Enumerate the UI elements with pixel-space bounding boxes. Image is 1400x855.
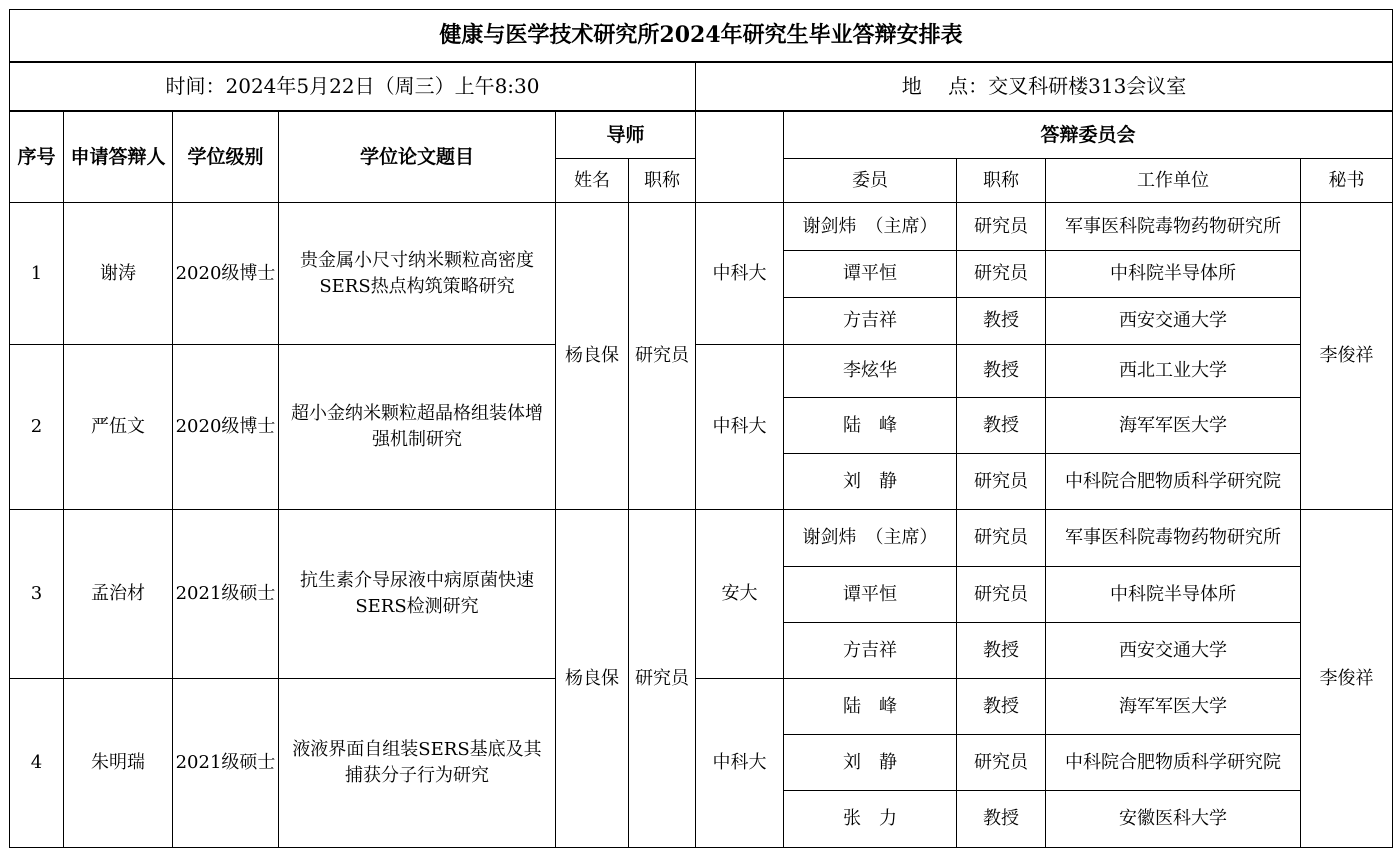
student-degree: 2020级博士 <box>173 345 279 510</box>
member-name: 方吉祥 <box>784 298 957 345</box>
student-thesis: 超小金纳米颗粒超晶格组装体增强机制研究 <box>279 345 556 510</box>
member-title: 教授 <box>957 791 1046 848</box>
member-title: 教授 <box>957 345 1046 398</box>
member-name: 谭平恒 <box>784 251 957 298</box>
student-name: 朱明瑞 <box>64 679 173 848</box>
member-name: 刘 静 <box>784 454 957 510</box>
student-name: 严伍文 <box>64 345 173 510</box>
member-title: 研究员 <box>957 203 1046 251</box>
header-member-title: 职称 <box>957 159 1046 203</box>
student-school: 中科大 <box>696 203 784 345</box>
student-degree: 2020级博士 <box>173 203 279 345</box>
student-seq: 2 <box>10 345 64 510</box>
member-name: 陆 峰 <box>784 679 957 735</box>
member-name: 谢剑炜 （主席） <box>784 203 957 251</box>
header-seq: 序号 <box>10 111 64 203</box>
advisor-title: 研究员 <box>629 510 696 848</box>
header-applicant: 申请答辩人 <box>64 111 173 203</box>
member-unit: 海军军医大学 <box>1046 679 1301 735</box>
member-name: 谢剑炜 （主席） <box>784 510 957 567</box>
secretary-name: 李俊祥 <box>1301 510 1393 848</box>
header-degree: 学位级别 <box>173 111 279 203</box>
member-unit: 中科院合肥物质科学研究院 <box>1046 735 1301 791</box>
student-degree: 2021级硕士 <box>173 679 279 848</box>
student-school: 中科大 <box>696 679 784 848</box>
member-title: 研究员 <box>957 251 1046 298</box>
student-thesis: 抗生素介导尿液中病原菌快速SERS检测研究 <box>279 510 556 679</box>
defense-time: 时间：2024年5月22日（周三）上午8:30 <box>10 62 696 111</box>
student-seq: 4 <box>10 679 64 848</box>
advisor-name: 杨良保 <box>556 510 629 848</box>
member-unit: 中科院半导体所 <box>1046 251 1301 298</box>
member-title: 教授 <box>957 679 1046 735</box>
student-degree: 2021级硕士 <box>173 510 279 679</box>
page-title: 健康与医学技术研究所2024年研究生毕业答辩安排表 <box>10 10 1393 62</box>
secretary-name: 李俊祥 <box>1301 203 1393 510</box>
student-thesis: 贵金属小尺寸纳米颗粒高密度SERS热点构筑策略研究 <box>279 203 556 345</box>
student-school: 中科大 <box>696 345 784 510</box>
member-unit: 西安交通大学 <box>1046 623 1301 679</box>
member-title: 研究员 <box>957 735 1046 791</box>
defense-location: 地 点：交叉科研楼313会议室 <box>696 62 1393 111</box>
header-committee: 答辩委员会 <box>784 111 1393 159</box>
member-title: 研究员 <box>957 510 1046 567</box>
header-advisor-title: 职称 <box>629 159 696 203</box>
member-title: 研究员 <box>957 454 1046 510</box>
member-unit: 海军军医大学 <box>1046 398 1301 454</box>
student-name: 谢涛 <box>64 203 173 345</box>
advisor-title: 研究员 <box>629 203 696 510</box>
header-secretary: 秘书 <box>1301 159 1393 203</box>
member-unit: 中科院合肥物质科学研究院 <box>1046 454 1301 510</box>
member-unit: 安徽医科大学 <box>1046 791 1301 848</box>
member-unit: 西北工业大学 <box>1046 345 1301 398</box>
member-name: 陆 峰 <box>784 398 957 454</box>
student-thesis: 液液界面自组装SERS基底及其捕获分子行为研究 <box>279 679 556 848</box>
student-name: 孟治材 <box>64 510 173 679</box>
student-school: 安大 <box>696 510 784 679</box>
member-title: 教授 <box>957 623 1046 679</box>
member-title: 教授 <box>957 398 1046 454</box>
member-unit: 中科院半导体所 <box>1046 567 1301 623</box>
header-member: 委员 <box>784 159 957 203</box>
member-unit: 军事医科院毒物药物研究所 <box>1046 203 1301 251</box>
member-unit: 军事医科院毒物药物研究所 <box>1046 510 1301 567</box>
member-name: 刘 静 <box>784 735 957 791</box>
header-school-blank <box>696 111 784 203</box>
student-seq: 1 <box>10 203 64 345</box>
member-title: 教授 <box>957 298 1046 345</box>
header-advisor: 导师 <box>556 111 696 159</box>
defense-schedule-table <box>9 9 1393 848</box>
advisor-name: 杨良保 <box>556 203 629 510</box>
student-seq: 3 <box>10 510 64 679</box>
member-name: 李炫华 <box>784 345 957 398</box>
member-name: 谭平恒 <box>784 567 957 623</box>
member-name: 张 力 <box>784 791 957 848</box>
member-title: 研究员 <box>957 567 1046 623</box>
header-thesis: 学位论文题目 <box>279 111 556 203</box>
member-name: 方吉祥 <box>784 623 957 679</box>
member-unit: 西安交通大学 <box>1046 298 1301 345</box>
header-advisor-name: 姓名 <box>556 159 629 203</box>
header-member-unit: 工作单位 <box>1046 159 1301 203</box>
